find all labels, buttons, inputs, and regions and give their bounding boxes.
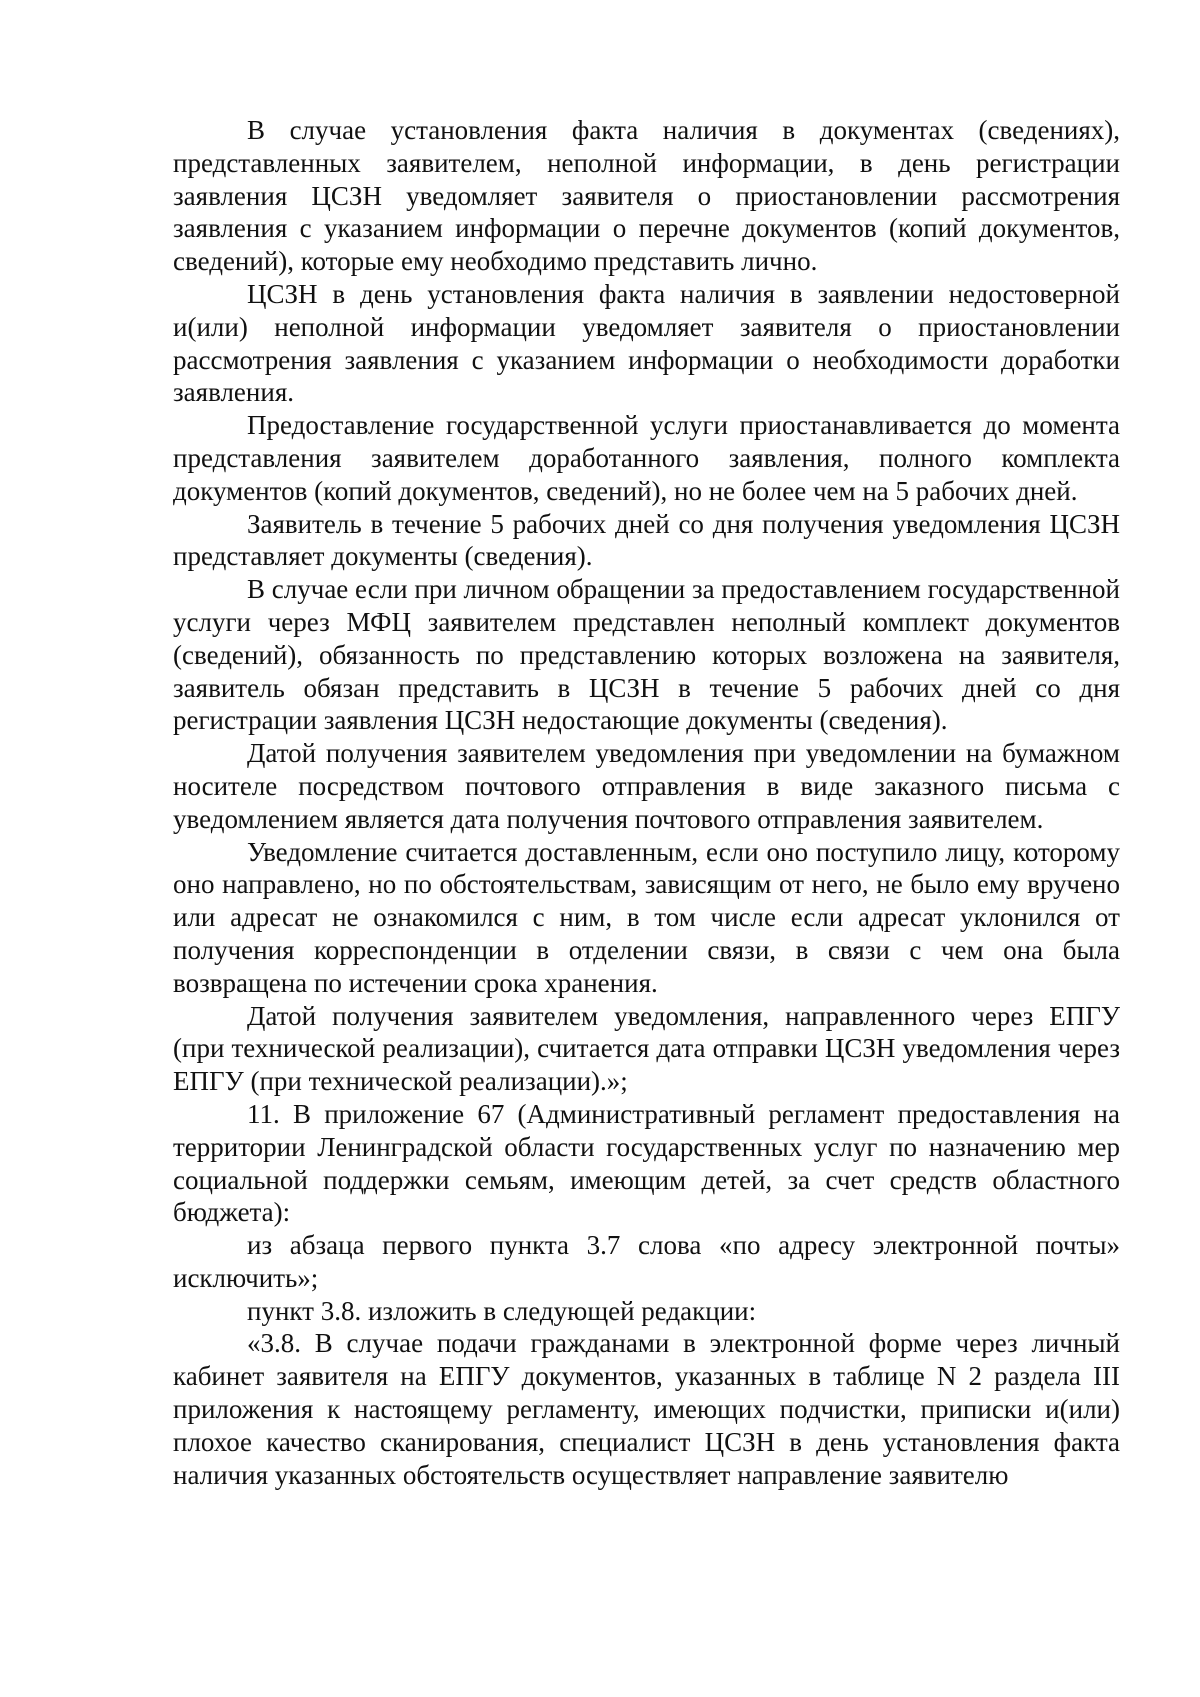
paragraph: Датой получения заявителем уведомления, направленного через ЕПГУ (при технической реализации), считается дата отправки ЦСЗН уведомления через ЕПГУ (при технической реализации).»; <box>173 1000 1120 1097</box>
paragraph: 11. В приложение 67 (Административный регламент предоставления на территории Ленинградской области государственных услуг по назначению мер социальной поддержки семьям, имеющим детей, за счет средств областного бюджета): <box>173 1098 1120 1228</box>
paragraph: Датой получения заявителем уведомления при уведомлении на бумажном носителе посредством почтового отправления в виде заказного письма с уведомлением является дата получения почтового отправления заявителем. <box>173 738 1120 834</box>
paragraph: Заявитель в течение 5 рабочих дней со дня получения уведомления ЦСЗН представляет документы (сведения). <box>173 508 1120 572</box>
paragraph: В случае если при личном обращении за предоставлением государственной услуги через МФЦ заявителем представлен неполный комплект документов (сведений), обязанность по представлению которых возложена на заявителя, заявитель обязан представить в ЦСЗН в течение 5 рабочих дней со дня регистрации заявления ЦСЗН недостающие документы (сведения). <box>173 574 1120 736</box>
paragraph: Уведомление считается доставленным, если оно поступило лицу, которому оно направлено, но по обстоятельствам, зависящим от него, не было ему вручено или адресат не ознакомился с ним, в том числе если адресат уклонился от получения корреспонденции в отделении связи, в связи с чем она была возвращена по истечении срока хранения. <box>173 836 1120 998</box>
document-body <box>173 114 1120 1491</box>
paragraph: Предоставление государственной услуги приостанавливается до момента представления заявителем доработанного заявления, полного комплекта документов (копий документов, сведений), но не более чем на 5 рабочих дней. <box>173 410 1120 506</box>
paragraph: пункт 3.8. изложить в следующей редакции: <box>247 1295 757 1326</box>
paragraph: из абзаца первого пункта 3.7 слова «по адресу электронной почты» исключить»; <box>173 1230 1120 1293</box>
paragraph: ЦСЗН в день установления факта наличия в заявлении недостоверной и(или) неполной информации уведомляет заявителя о приостановлении рассмотрения заявления с указанием информации о необходимости доработки заявления. <box>173 278 1120 408</box>
paragraph: В случае установления факта наличия в документах (сведениях), представленных заявителем, неполной информации, в день регистрации заявления ЦСЗН уведомляет заявителя о приостановлении рассмотрения заявления с указанием информации о перечне документов (копий документов, сведений), которые ему необходимо представить лично. <box>173 115 1120 277</box>
paragraph: «3.8. В случае подачи гражданами в электронной форме через личный кабинет заявителя на ЕПГУ документов, указанных в таблице N 2 раздела III приложения к настоящему регламенту, имеющих подчистки, приписки и(или) плохое качество сканирования, специалист ЦСЗН в день установления факта наличия указанных обстоятельств осуществляет направление заявителю <box>173 1328 1120 1490</box>
